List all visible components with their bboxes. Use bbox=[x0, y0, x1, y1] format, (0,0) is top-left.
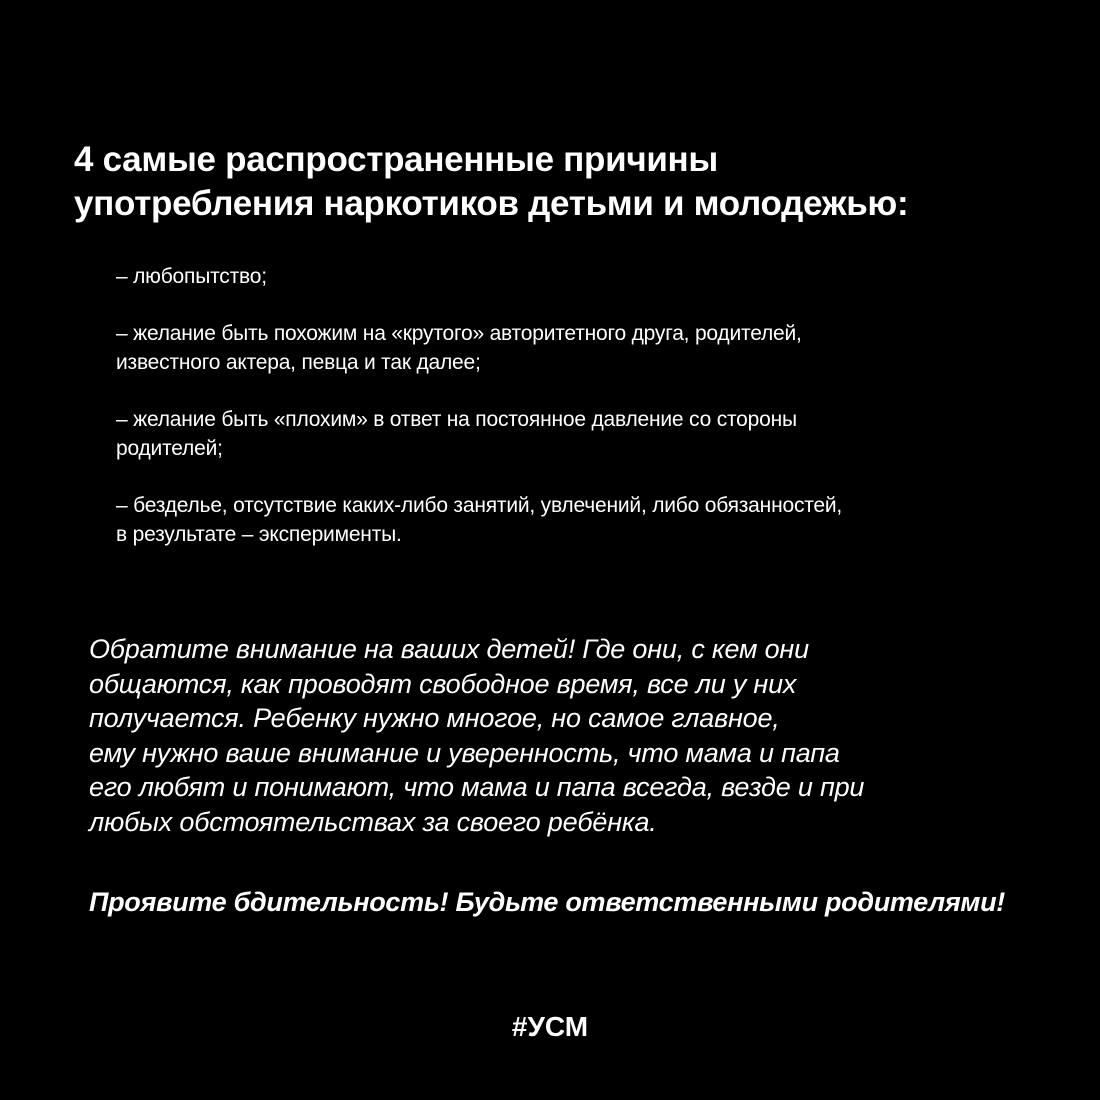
title-line: употребления наркотиков детьми и молодежью: bbox=[74, 184, 909, 223]
reason-line: – желание быть «плохим» в ответ на постоянное давление со стороны bbox=[116, 408, 797, 431]
advice-line: его любят и понимают, что мама и папа всегда, везде и при bbox=[89, 772, 865, 802]
reason-line: в результате – эксперименты. bbox=[116, 523, 402, 546]
title-line: 4 самые распространенные причины bbox=[74, 140, 718, 179]
advice-line: ему нужно ваше внимание и уверенность, что мама и папа bbox=[89, 737, 840, 768]
hashtag: #УСМ bbox=[511, 1011, 589, 1042]
reason-item bbox=[116, 319, 1076, 377]
page-title bbox=[74, 138, 1074, 226]
reasons-list bbox=[116, 262, 1076, 549]
reason-line: – желание быть похожим на «крутого» авторитетного друга, родителей, bbox=[116, 322, 802, 345]
advice-line: любых обстоятельствах за своего ребёнка. bbox=[89, 806, 657, 837]
reason-line: известного актера, певца и так далее; bbox=[116, 351, 481, 374]
call-to-action: Проявите бдительность! Будьте ответственными родителями! bbox=[89, 887, 1005, 917]
advice-line: Обратите внимание на ваших детей! Где они, с кем они bbox=[89, 634, 809, 664]
advice-line: получается. Ребенку нужно многое, но самое главное, bbox=[89, 703, 780, 733]
reason-line: – любопытство; bbox=[116, 265, 267, 288]
reason-item bbox=[116, 405, 1076, 463]
advice-line: общаются, как проводят свободное время, все ли у них bbox=[89, 668, 797, 699]
reason-item bbox=[116, 491, 1076, 549]
reason-line: родителей; bbox=[116, 437, 223, 460]
reason-line: – безделье, отсутствие каких-либо занятий, увлечений, либо обязанностей, bbox=[116, 494, 843, 517]
advice-paragraph bbox=[89, 632, 1069, 839]
reason-item bbox=[116, 262, 1076, 291]
